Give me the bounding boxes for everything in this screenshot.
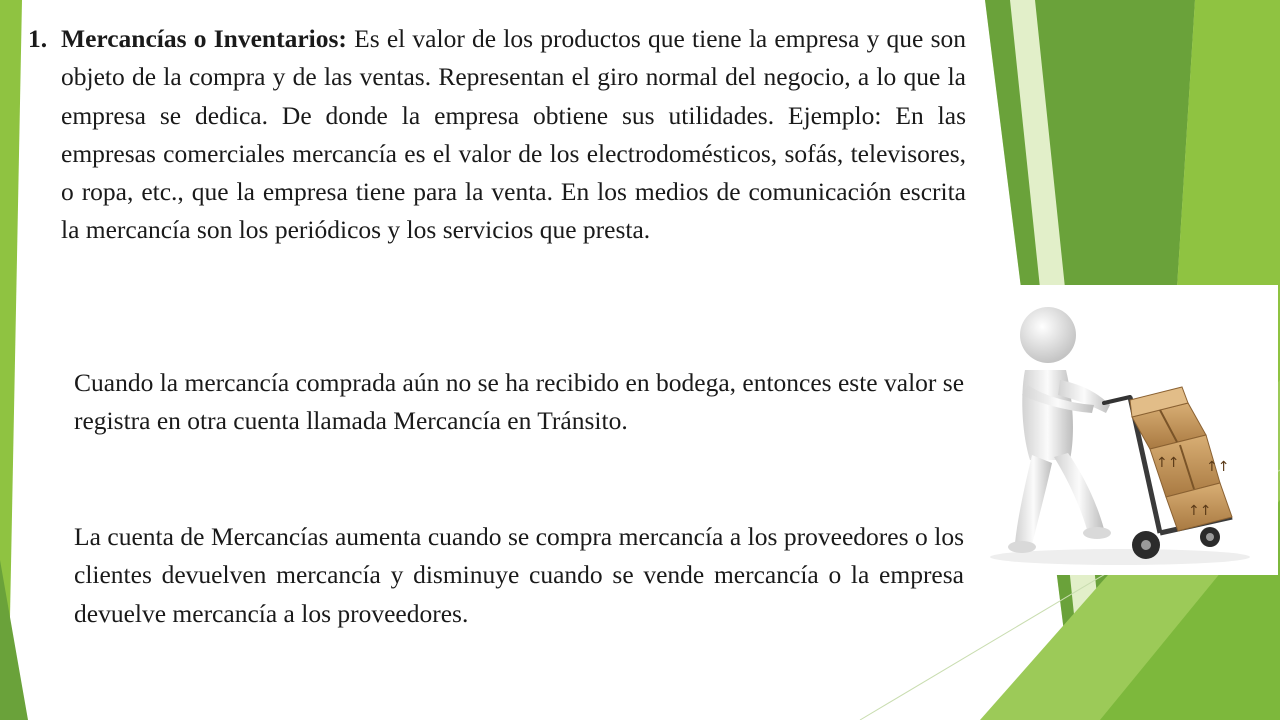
left-facet-bottom <box>0 560 28 720</box>
svg-text:↑↑: ↑↑ <box>1206 459 1230 475</box>
definition-text: Es el valor de los productos que tiene la empresa y que son objeto de la compra y de las ventas. Representan el giro normal del negocio, a lo que la empresa se dedica. De donde la empresa obtiene sus utilidades. Ejemplo: En las empresas comerciales mercancía es el valor de los electrodomésticos, sofás, televisores, o ropa, etc., que la empresa tiene para la venta. En los medios de comunicación escrita la mercancía son los periódicos y los servicios que presta. <box>61 24 966 245</box>
svg-text:↑↑: ↑↑ <box>1188 503 1212 519</box>
term-mercancias: Mercancías o Inventarios: <box>61 24 347 53</box>
hand-truck-illustration <box>970 285 1278 575</box>
list-item-mercancias <box>28 20 966 250</box>
person-pushing-hand-truck-with-boxes-icon <box>970 285 1278 575</box>
list-number: 1. <box>28 24 48 53</box>
svg-text:↑↑: ↑↑ <box>1156 455 1180 471</box>
paragraph-cuenta-aumenta: La cuenta de Mercancías aumenta cuando se compra mercancía a los proveedores o los clientes devuelven mercancía y disminuye cuando se vende mercancía o la empresa devuelve mercancía a los proveedores. <box>74 522 964 628</box>
paragraph-mercancia-transito: Cuando la mercancía comprada aún no se ha recibido en bodega, entonces este valor se registra en otra cuenta llamada Mercancía en Tránsito. <box>74 368 965 436</box>
list-item-body <box>61 20 966 250</box>
